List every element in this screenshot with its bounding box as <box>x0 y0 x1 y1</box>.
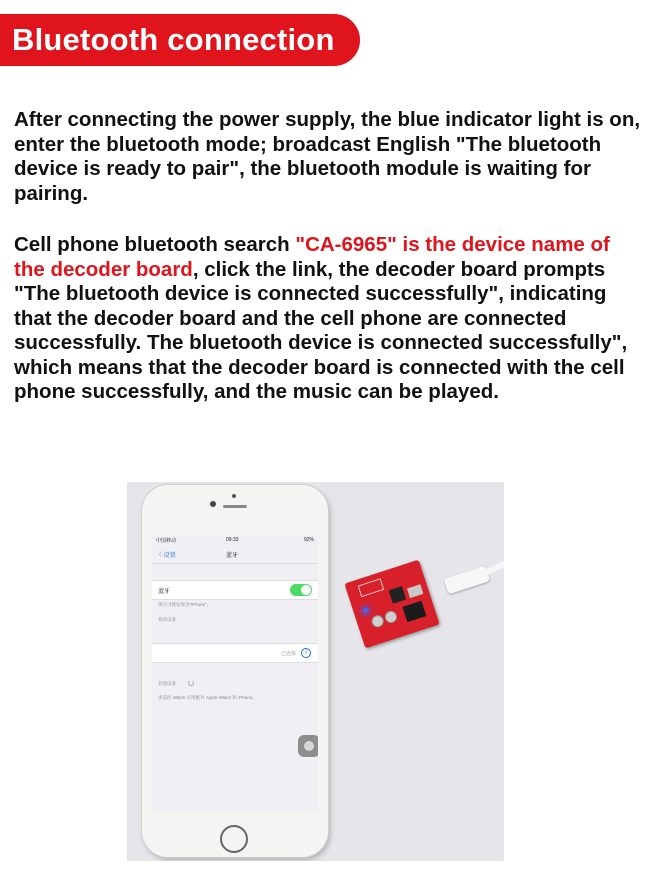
phone-screen <box>152 535 318 811</box>
connection-text-end: , click the link, the decoder board prompts "The bluetooth device is connected successfully", indicating that the decoder board and the cell phone are connected successfully. The bluetooth device is connected successfully", which means that the decoder board is connected with the cell phone successfully, and the music can be played. <box>14 257 628 403</box>
section-header-banner <box>0 14 360 66</box>
product-photo <box>127 482 504 861</box>
bluetooth-label: 蓝牙 <box>158 589 171 595</box>
phone-device <box>142 485 328 857</box>
discoverable-text: 现在可被发现为"iPhone"。 <box>158 602 212 607</box>
device-name-highlight: "CA-6965" is the device name of the decoder board <box>14 233 610 281</box>
capacitor <box>370 614 385 629</box>
capacitor <box>383 609 398 624</box>
pcb-antenna <box>358 578 385 597</box>
status-bar <box>152 535 318 545</box>
back-button[interactable]: 〈 设置 <box>156 553 176 559</box>
pair-hint-text: 请前往 Watch 应用配对 Apple Watch 和 iPhone。 <box>158 695 257 700</box>
screen-title: 蓝牙 <box>226 553 239 559</box>
connection-text-start: Cell phone bluetooth search <box>14 233 296 256</box>
my-devices-header: 我的设备 <box>158 617 176 622</box>
battery-label: 92% <box>303 537 314 543</box>
bluetooth-row <box>152 580 318 600</box>
earpiece-speaker <box>223 505 247 508</box>
device-status: 已连接 <box>280 651 296 657</box>
loading-spinner-icon <box>188 680 194 686</box>
nav-bar <box>152 545 318 564</box>
blue-indicator-led <box>363 608 368 613</box>
sensor-dot <box>232 494 236 498</box>
intro-paragraph: After connecting the power supply, the blue indicator light is on, enter the bluetooth mode; broadcast English "The bluetooth device is ready to pair", the bluetooth module is waiting for pairing. <box>14 108 641 205</box>
audio-jack <box>402 601 426 622</box>
bluetooth-toggle[interactable] <box>290 584 312 596</box>
camera-icon <box>210 501 216 507</box>
info-icon[interactable]: i <box>301 648 311 658</box>
assistive-touch-button[interactable] <box>298 735 318 757</box>
usb-port <box>407 584 423 598</box>
device-row[interactable] <box>152 643 318 663</box>
home-button[interactable] <box>220 825 248 853</box>
assistive-touch-icon <box>304 741 314 751</box>
carrier-label: 中国移动 <box>156 538 177 544</box>
bluetooth-chip <box>389 586 407 604</box>
toggle-knob <box>301 585 311 595</box>
clock-label: 09:33 <box>226 537 239 543</box>
decoder-board <box>344 560 439 649</box>
section-title: Bluetooth connection <box>12 22 335 57</box>
usb-cable-wire <box>483 558 504 576</box>
other-devices-header: 其他设备 <box>158 681 176 686</box>
connection-paragraph <box>14 233 646 405</box>
